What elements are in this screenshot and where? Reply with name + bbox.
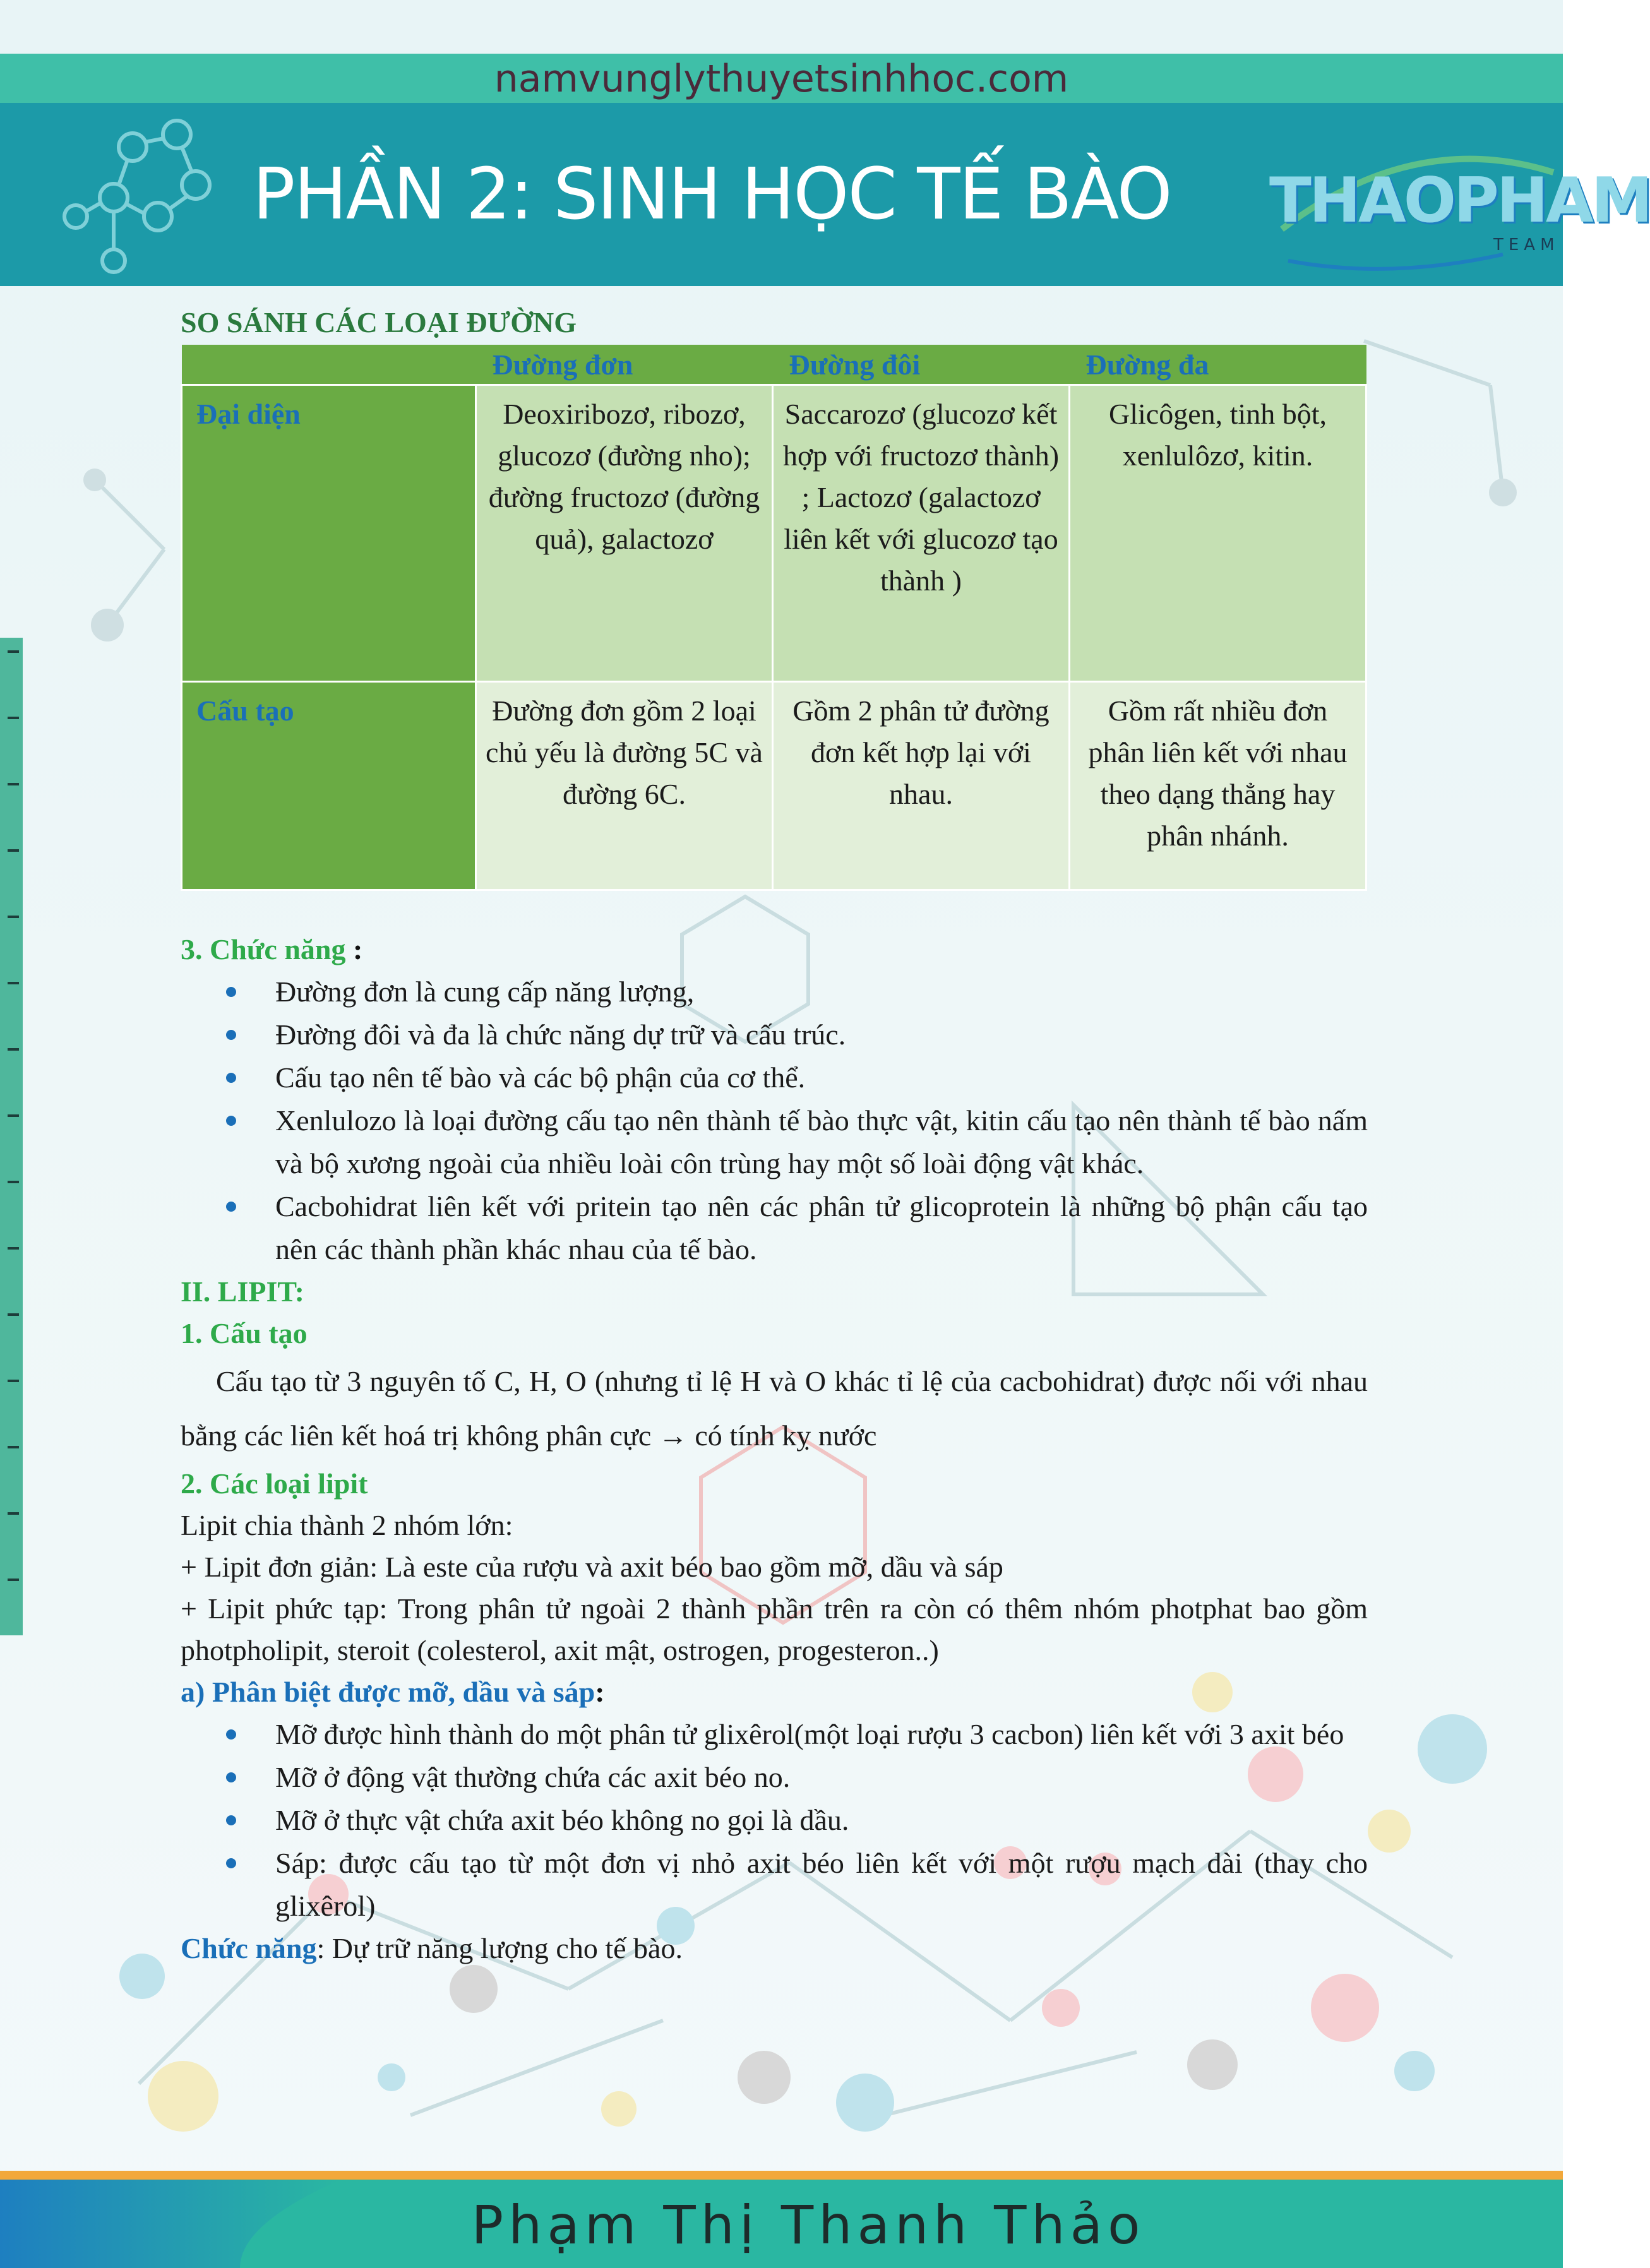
bullet-icon	[226, 987, 236, 997]
molecule-icon	[38, 103, 278, 286]
site-url: namvunglythuyetsinhhoc.com	[494, 57, 1069, 101]
list-item-text: Mỡ ở động vật thường chứa các axit béo no.	[275, 1761, 791, 1793]
table-cell: Đường đơn gồm 2 loại chủ yếu là đường 5C và đường 6C.	[476, 682, 773, 890]
footer-bar	[0, 2180, 1563, 2268]
ruler-tick	[8, 1313, 19, 1316]
list-item-text: Sáp: được cấu tạo từ một đơn vị nhỏ axit béo liên kết với một rượu mạch dài (thay cho glixêrol)	[275, 1847, 1368, 1922]
column-header	[182, 345, 476, 385]
list-item	[181, 1799, 1368, 1842]
lipit-structure-heading: 1. Cấu tạo	[181, 1317, 308, 1349]
list-item-text: Cấu tạo nên tế bào và các bộ phận của cơ thể.	[275, 1061, 806, 1094]
list-item	[181, 1099, 1368, 1185]
ruler-tick	[8, 1048, 19, 1051]
list-item-text: Đường đôi và đa là chức năng dự trữ và cấu trúc.	[275, 1018, 846, 1051]
bullet-icon	[226, 1030, 236, 1040]
column-header: Đường đơn	[476, 345, 773, 385]
lipit-heading: II. LIPIT:	[181, 1275, 304, 1308]
bullet-icon	[226, 1202, 236, 1212]
ruler-tick	[8, 916, 19, 918]
ruler-tick	[8, 1181, 19, 1183]
lipit-function-text: : Dự trữ năng lượng cho tế bào.	[316, 1932, 683, 1964]
ruler-tick	[8, 783, 19, 785]
bullet-icon	[226, 1815, 236, 1825]
ruler-tick	[8, 982, 19, 984]
main-content	[181, 297, 1368, 1969]
list-item-text: Cacbohidrat liên kết với pritein tạo nên các phân tử glicoprotein là những bộ phận cấu tạo nên các thành phần khác nhau của tế bào.	[275, 1190, 1368, 1265]
row-header: Cấu tạo	[182, 682, 476, 890]
function-heading	[181, 929, 1368, 970]
bullet-icon	[226, 1729, 236, 1740]
ruler-tick	[8, 717, 19, 719]
table-cell: Deoxiribozơ, ribozơ, glucozơ (đường nho); đường fructozơ (đường quả), galactozơ	[476, 385, 773, 682]
column-header: Đường đa	[1070, 345, 1366, 385]
distinguish-list	[181, 1713, 1368, 1928]
page-title: PHẦN 2: SINH HỌC TẾ BÀO	[253, 153, 1171, 236]
bullet-icon	[226, 1858, 236, 1868]
logo-subtext: TEAM	[1493, 236, 1560, 254]
left-ruler-decoration	[0, 638, 23, 1635]
distinguish-heading-text: a) Phân biệt được mỡ, dầu và sáp	[181, 1676, 595, 1708]
function-heading-colon: :	[345, 933, 363, 965]
list-item-text: Mỡ ở thực vật chứa axit béo không no gọi là dầu.	[275, 1804, 849, 1836]
table-row	[182, 385, 1366, 682]
bullet-icon	[226, 1073, 236, 1083]
list-item	[181, 1056, 1368, 1099]
lipit-types-heading: 2. Các loại lipit	[181, 1467, 368, 1500]
distinguish-heading-colon: :	[595, 1676, 605, 1708]
ruler-tick	[8, 849, 19, 852]
table-title: SO SÁNH CÁC LOẠI ĐƯỜNG	[181, 306, 577, 338]
ruler-tick	[8, 1512, 19, 1515]
lipit-function-label: Chức năng	[181, 1932, 317, 1964]
footer-accent-stripe	[0, 2171, 1563, 2180]
ruler-tick	[8, 1579, 19, 1581]
lipit-function-line	[181, 1928, 1368, 1969]
table-cell: Saccarozơ (glucozơ kết hợp với fructozơ thành) ; Lactozơ (galactozơ liên kết với glucozơ tạo thành )	[773, 385, 1070, 682]
bullet-icon	[226, 1116, 236, 1126]
lipit-types-line: Lipit chia thành 2 nhóm lớn:	[181, 1509, 513, 1541]
list-item	[181, 1713, 1368, 1756]
list-item	[181, 1842, 1368, 1928]
function-heading-text: 3. Chức năng	[181, 933, 346, 965]
ruler-tick	[8, 1114, 19, 1117]
table-cell: Gồm 2 phân tử đường đơn kết hợp lại với nhau.	[773, 682, 1070, 890]
ruler-tick	[8, 650, 19, 653]
table-header-row	[182, 345, 1366, 385]
list-item	[181, 970, 1368, 1013]
sugar-comparison-table	[181, 345, 1367, 891]
distinguish-heading	[181, 1671, 1368, 1713]
list-item-text: Xenlulozo là loại đường cấu tạo nên thành tế bào thực vật, kitin cấu tạo nên thành tế bào nấm và bộ xương ngoài của nhiều loài côn trùng hay một số loài động vật khác.	[275, 1104, 1368, 1179]
function-list	[181, 970, 1368, 1271]
lipit-types-line: + Lipit đơn giản: Là este của rượu và axit béo bao gồm mỡ, dầu và sáp	[181, 1551, 1003, 1583]
ruler-tick	[8, 1380, 19, 1382]
column-header: Đường đôi	[773, 345, 1070, 385]
table-cell: Glicôgen, tinh bột, xenlulôzơ, kitin.	[1070, 385, 1366, 682]
author-name: Phạm Thị Thanh Thảo	[471, 2194, 1145, 2256]
list-item-text: Đường đơn là cung cấp năng lượng,	[275, 976, 695, 1008]
list-item-text: Mỡ được hình thành do một phân tử glixêrol(một loại rượu 3 cacbon) liên kết với 3 axit béo	[275, 1718, 1344, 1750]
header-band	[0, 103, 1650, 286]
lipit-structure-text: Cấu tạo từ 3 nguyên tố C, H, O (nhưng tỉ lệ H và O khác tỉ lệ của cacbohidrat) được nối với nhau bằng các liên kết hoá trị không phân cực → có tính kỵ nước	[181, 1365, 1368, 1452]
thaopham-logo	[1263, 134, 1650, 273]
table-row	[182, 682, 1366, 890]
lipit-types-line: + Lipit phức tạp: Trong phân tử ngoài 2 thành phần trên ra còn có thêm nhóm photphat bao gồm photpholipit, steroit (colesterol, axit mật, ostrogen, progesteron..)	[181, 1592, 1368, 1666]
list-item	[181, 1185, 1368, 1271]
ruler-tick	[8, 1446, 19, 1448]
table-cell: Gồm rất nhiều đơn phân liên kết với nhau theo dạng thẳng hay phân nhánh.	[1070, 682, 1366, 890]
list-item	[181, 1013, 1368, 1056]
logo-text: THAOPHAM	[1269, 165, 1650, 237]
bullet-icon	[226, 1772, 236, 1782]
row-header: Đại diện	[182, 385, 476, 682]
list-item	[181, 1756, 1368, 1799]
ruler-tick	[8, 1247, 19, 1250]
